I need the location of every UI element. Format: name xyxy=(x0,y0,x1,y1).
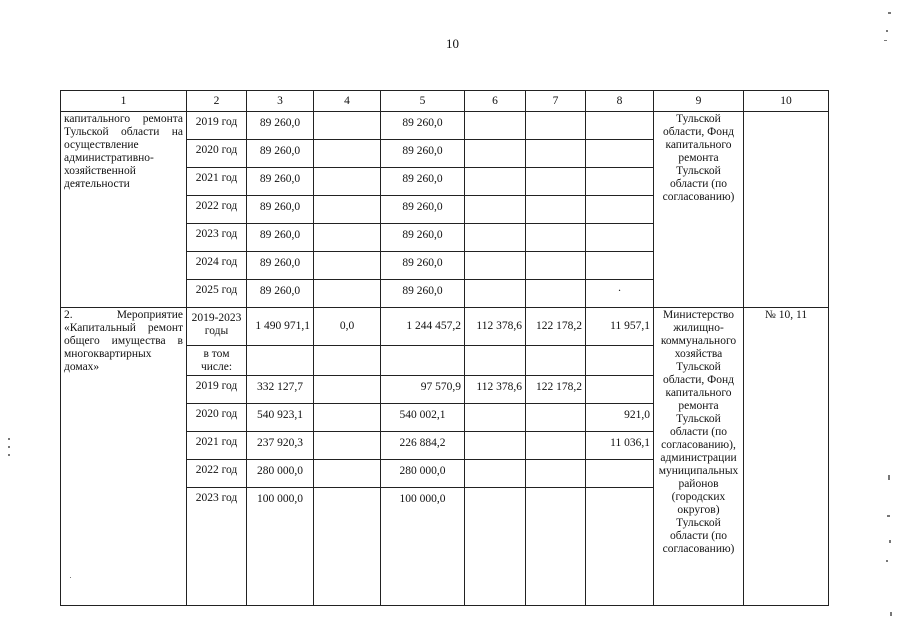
value-cell: 89 260,0 xyxy=(247,168,314,196)
year-cell: 2024 год xyxy=(187,252,247,280)
value-cell: 89 260,0 xyxy=(381,280,465,308)
period-cell: 2019-2023 годы xyxy=(187,308,247,346)
value-cell: 280 000,0 xyxy=(381,460,465,488)
year-cell: 2020 год xyxy=(187,404,247,432)
scan-speck xyxy=(886,30,888,32)
value-cell: 100 000,0 xyxy=(247,488,314,606)
scan-speck xyxy=(70,577,71,578)
total-cell: 1 490 971,1 xyxy=(247,308,314,346)
total-cell: 112 378,6 xyxy=(465,308,526,346)
total-cell: 11 957,1 xyxy=(586,308,654,346)
scan-speck xyxy=(888,12,891,14)
activity-description: 2. Мероприятие «Капитальный ремонт общего имущества в многоквартирных домах» xyxy=(61,308,187,606)
header-cell: 7 xyxy=(526,91,586,112)
scan-speck xyxy=(888,475,890,480)
responsible-organization: Министерство жилищно-коммунального хозяйства Тульской области, Фонд капитального ремонта Тульской области (по согласованию), администрации муниципальных районов (городских округов) Тульской области (по согласованию) xyxy=(654,308,744,606)
value-cell: 89 260,0 xyxy=(247,112,314,140)
value-cell: 540 002,1 xyxy=(381,404,465,432)
scan-speck xyxy=(8,438,10,440)
header-cell: 5 xyxy=(381,91,465,112)
value-cell: 89 260,0 xyxy=(247,140,314,168)
value-cell: 112 378,6 xyxy=(465,376,526,404)
value-cell: 332 127,7 xyxy=(247,376,314,404)
including-label: в том числе: xyxy=(187,346,247,376)
indicator-reference: № 10, 11 xyxy=(744,308,829,606)
total-cell: 0,0 xyxy=(314,308,381,346)
value-cell: 89 260,0 xyxy=(247,280,314,308)
header-cell: 4 xyxy=(314,91,381,112)
header-cell: 9 xyxy=(654,91,744,112)
year-cell: 2022 год xyxy=(187,196,247,224)
value-cell: 89 260,0 xyxy=(247,196,314,224)
year-cell: 2023 год xyxy=(187,488,247,606)
scan-speck xyxy=(887,515,890,517)
year-cell: 2019 год xyxy=(187,376,247,404)
header-cell: 3 xyxy=(247,91,314,112)
value-cell: 89 260,0 xyxy=(247,252,314,280)
value-cell: 100 000,0 xyxy=(381,488,465,606)
scan-speck xyxy=(890,612,892,616)
year-cell: 2025 год xyxy=(187,280,247,308)
year-cell: 2021 год xyxy=(187,432,247,460)
value-cell: 89 260,0 xyxy=(381,140,465,168)
scan-speck xyxy=(8,454,10,456)
value-cell: 89 260,0 xyxy=(381,252,465,280)
value-cell: 89 260,0 xyxy=(381,196,465,224)
year-cell: 2021 год xyxy=(187,168,247,196)
responsible-organization: Тульской области, Фонд капитального ремонта Тульской области (по согласованию) xyxy=(654,112,744,308)
page-number: 10 xyxy=(446,36,459,51)
value-cell: 540 923,1 xyxy=(247,404,314,432)
value-cell: 122 178,2 xyxy=(526,376,586,404)
value-cell: 226 884,2 xyxy=(381,432,465,460)
scan-speck xyxy=(889,540,891,543)
value-cell: 89 260,0 xyxy=(381,112,465,140)
year-cell: 2022 год xyxy=(187,460,247,488)
value-cell: · xyxy=(586,280,654,308)
year-cell: 2019 год xyxy=(187,112,247,140)
scan-speck xyxy=(884,40,887,41)
year-cell: 2023 год xyxy=(187,224,247,252)
scan-speck xyxy=(8,446,10,448)
scan-speck xyxy=(886,560,888,562)
value-cell: 11 036,1 xyxy=(586,432,654,460)
value-cell: 89 260,0 xyxy=(381,224,465,252)
header-cell: 8 xyxy=(586,91,654,112)
header-cell: 2 xyxy=(187,91,247,112)
value-cell: 89 260,0 xyxy=(247,224,314,252)
year-cell: 2020 год xyxy=(187,140,247,168)
value-cell: 89 260,0 xyxy=(381,168,465,196)
total-cell: 122 178,2 xyxy=(526,308,586,346)
value-cell: 280 000,0 xyxy=(247,460,314,488)
value-cell: 97 570,9 xyxy=(381,376,465,404)
value-cell: 237 920,3 xyxy=(247,432,314,460)
header-cell: 6 xyxy=(465,91,526,112)
total-cell: 1 244 457,2 xyxy=(381,308,465,346)
header-cell: 10 xyxy=(744,91,829,112)
header-cell: 1 xyxy=(61,91,187,112)
activity-description: капитального ремонта Тульской области на осуществление административно-хозяйственной деятельности xyxy=(61,112,187,308)
value-cell: 921,0 xyxy=(586,404,654,432)
